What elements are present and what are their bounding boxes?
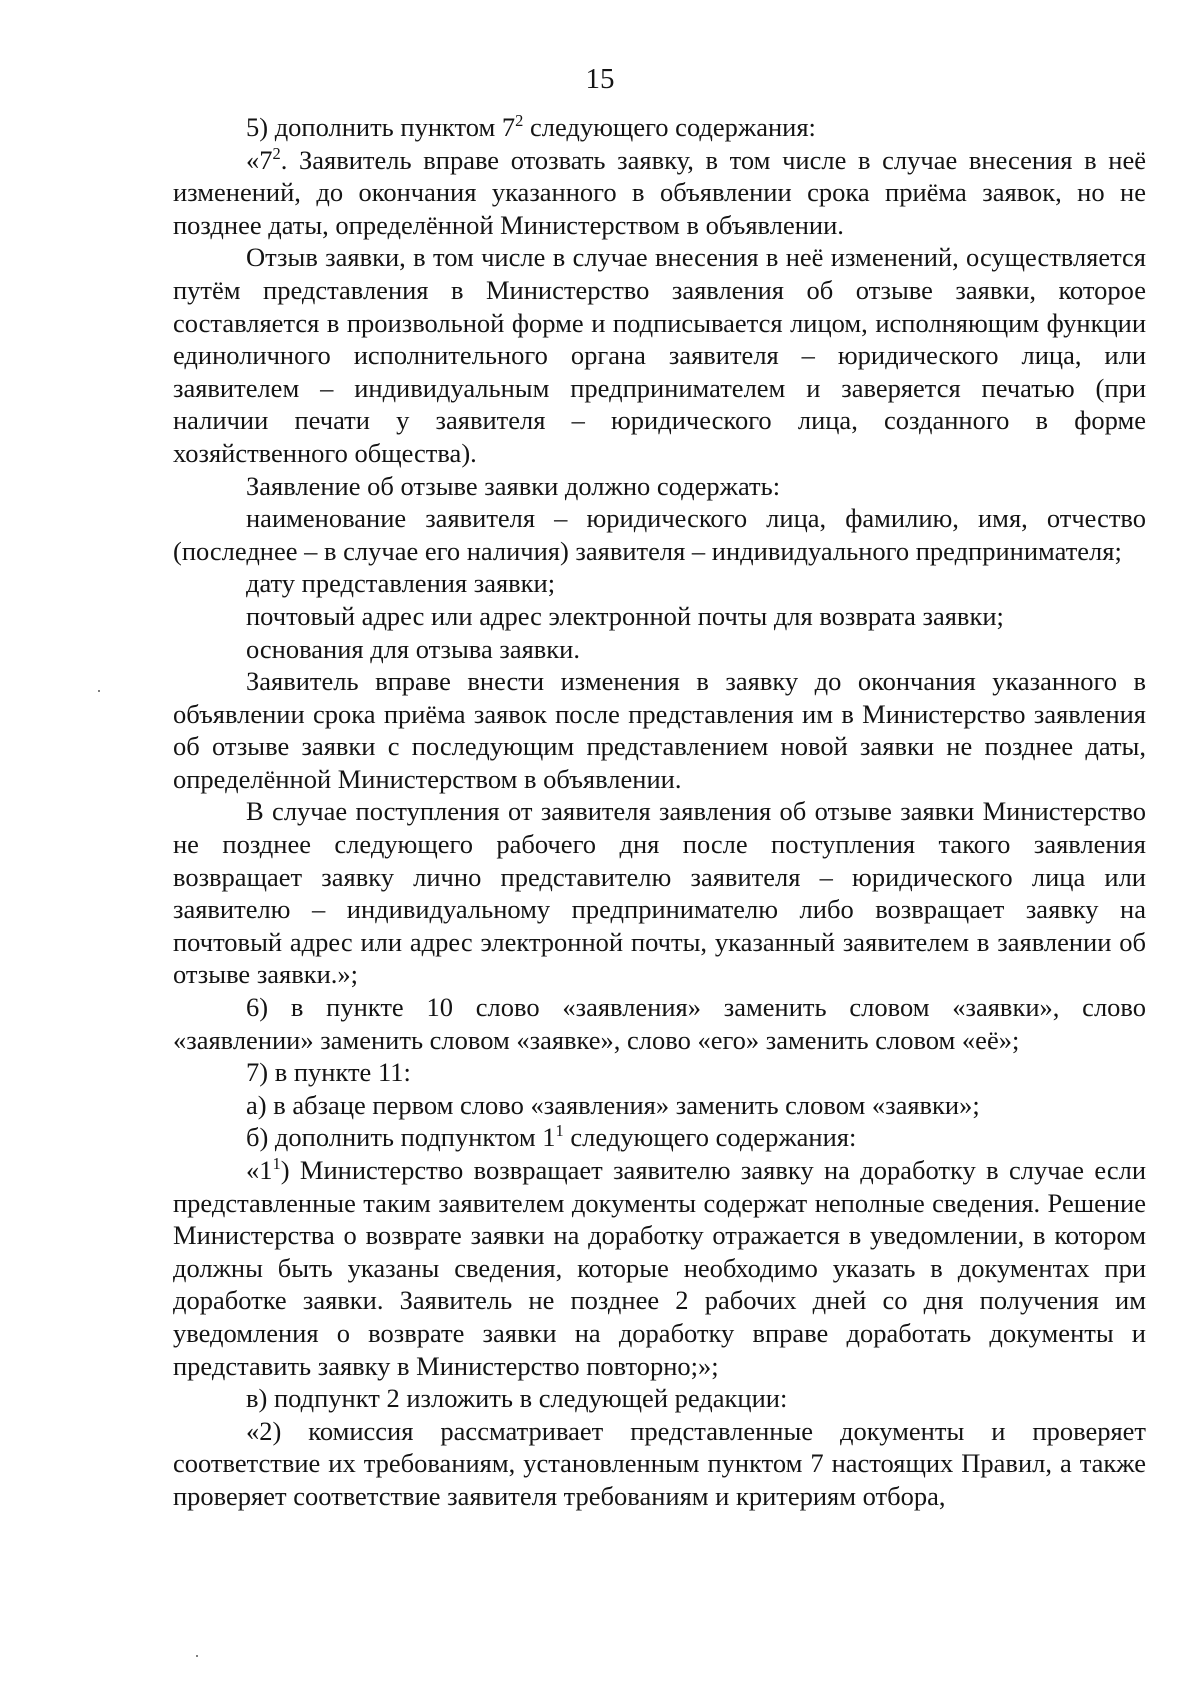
paragraph-subitem-a: а) в абзаце первом слово «заявления» заменить словом «заявки»;: [246, 1089, 980, 1120]
scan-speck: [98, 690, 100, 692]
superscript: 2: [515, 110, 524, 130]
paragraph-subitem-v: в) подпункт 2 изложить в следующей редакции:: [246, 1383, 788, 1414]
paragraph-text: следующего содержания:: [563, 1122, 857, 1153]
paragraph-withdrawal-procedure: Отзыв заявки, в том числе в случае внесения в неё изменений, осуществляется путём представления в Министерство заявления об отзыве заявки, которое составляется в произвольной форме и подписывается лицом, исполняющим функции единоличного исполнительного органа заявителя – юридического лица, или заявителем – индивидуальным предпринимателем и заверяется печатью (при наличии печати у заявителя – юридического лица, созданного в форме хозяйственного общества).: [173, 242, 1146, 468]
paragraph-withdrawal-contents: Заявление об отзыве заявки должно содержать:: [246, 470, 781, 501]
page-number: 15: [585, 63, 615, 95]
paragraph-changes: Заявитель вправе внести изменения в заявку до окончания указанного в объявлении срока приёма заявок после представления им в Министерство заявления об отзыве заявки с последующим представлением новой заявки не позднее даты, определённой Министерством в объявлении.: [173, 666, 1146, 794]
paragraph-subitem-b: [173, 1121, 1146, 1154]
superscript: 1: [555, 1121, 564, 1141]
paragraph-text: «1: [246, 1155, 273, 1185]
paragraph-text: 5) дополнить пунктом 7: [246, 112, 516, 142]
paragraph-item-7: 7) в пункте 11:: [246, 1057, 411, 1088]
superscript: 1: [272, 1153, 281, 1173]
list-item-applicant-name: наименование заявителя – юридического лица, фамилию, имя, отчество (последнее – в случае его наличия) заявителя – индивидуального предпринимателя;: [173, 503, 1146, 566]
list-item-grounds: основания для отзыва заявки.: [246, 633, 580, 664]
paragraph-text: . Заявитель вправе отозвать заявку, в том числе в случае внесения в неё изменений, до окончания указанного в объявлении срока приёма заявок, но не позднее даты, определённой Министерством в объявлении.: [173, 144, 1146, 240]
paragraph-clause-2: «2) комиссия рассматривает представленные документы и проверяет соответствие их требованиям, установленным пунктом 7 настоящих Правил, а также проверяет соответствие заявителя требованиям и критериям отбора,: [173, 1415, 1146, 1511]
paragraph-clause-7-2: [173, 144, 1146, 242]
paragraph-item-5: [173, 111, 1146, 144]
superscript: 2: [272, 143, 281, 163]
paragraph-text: следующего содержания:: [523, 112, 816, 142]
paragraph-text: б) дополнить подпунктом 1: [246, 1122, 556, 1153]
paragraph-text: «7: [246, 144, 273, 175]
scan-speck: [196, 1655, 198, 1657]
list-item-date: дату представления заявки;: [246, 568, 556, 599]
list-item-address: почтовый адрес или адрес электронной почты для возврата заявки;: [246, 600, 1004, 631]
paragraph-return: В случае поступления от заявителя заявления об отзыве заявки Министерство не позднее следующего рабочего дня после поступления такого заявления возвращает заявку лично представителю заявителя – юридического лица или заявителю – индивидуальному предпринимателю либо возвращает заявку на почтовый адрес или адрес электронной почты, указанный заявителем в заявлении об отзыве заявки.»;: [173, 796, 1146, 990]
document-body: [173, 111, 1146, 1513]
paragraph-text: ) Министерство возвращает заявителю заявку на доработку в случае если представленные таким заявителем документы содержат неполные сведения. Решение Министерства о возврате заявки на доработку отражается в уведомлении, в котором должны быть указаны сведения, которые необходимо указать в документах при доработке заявки. Заявитель не позднее 2 рабочих дней со дня получения им уведомления о возврате заявки на доработку вправе доработать документы и представить заявку в Министерство повторно;»;: [173, 1155, 1146, 1381]
paragraph-item-6: 6) в пункте 10 слово «заявления» заменить словом «заявки», слово «заявлении» заменить словом «заявке», слово «его» заменить словом «её»;: [173, 992, 1146, 1055]
paragraph-clause-1-1: [173, 1154, 1146, 1382]
